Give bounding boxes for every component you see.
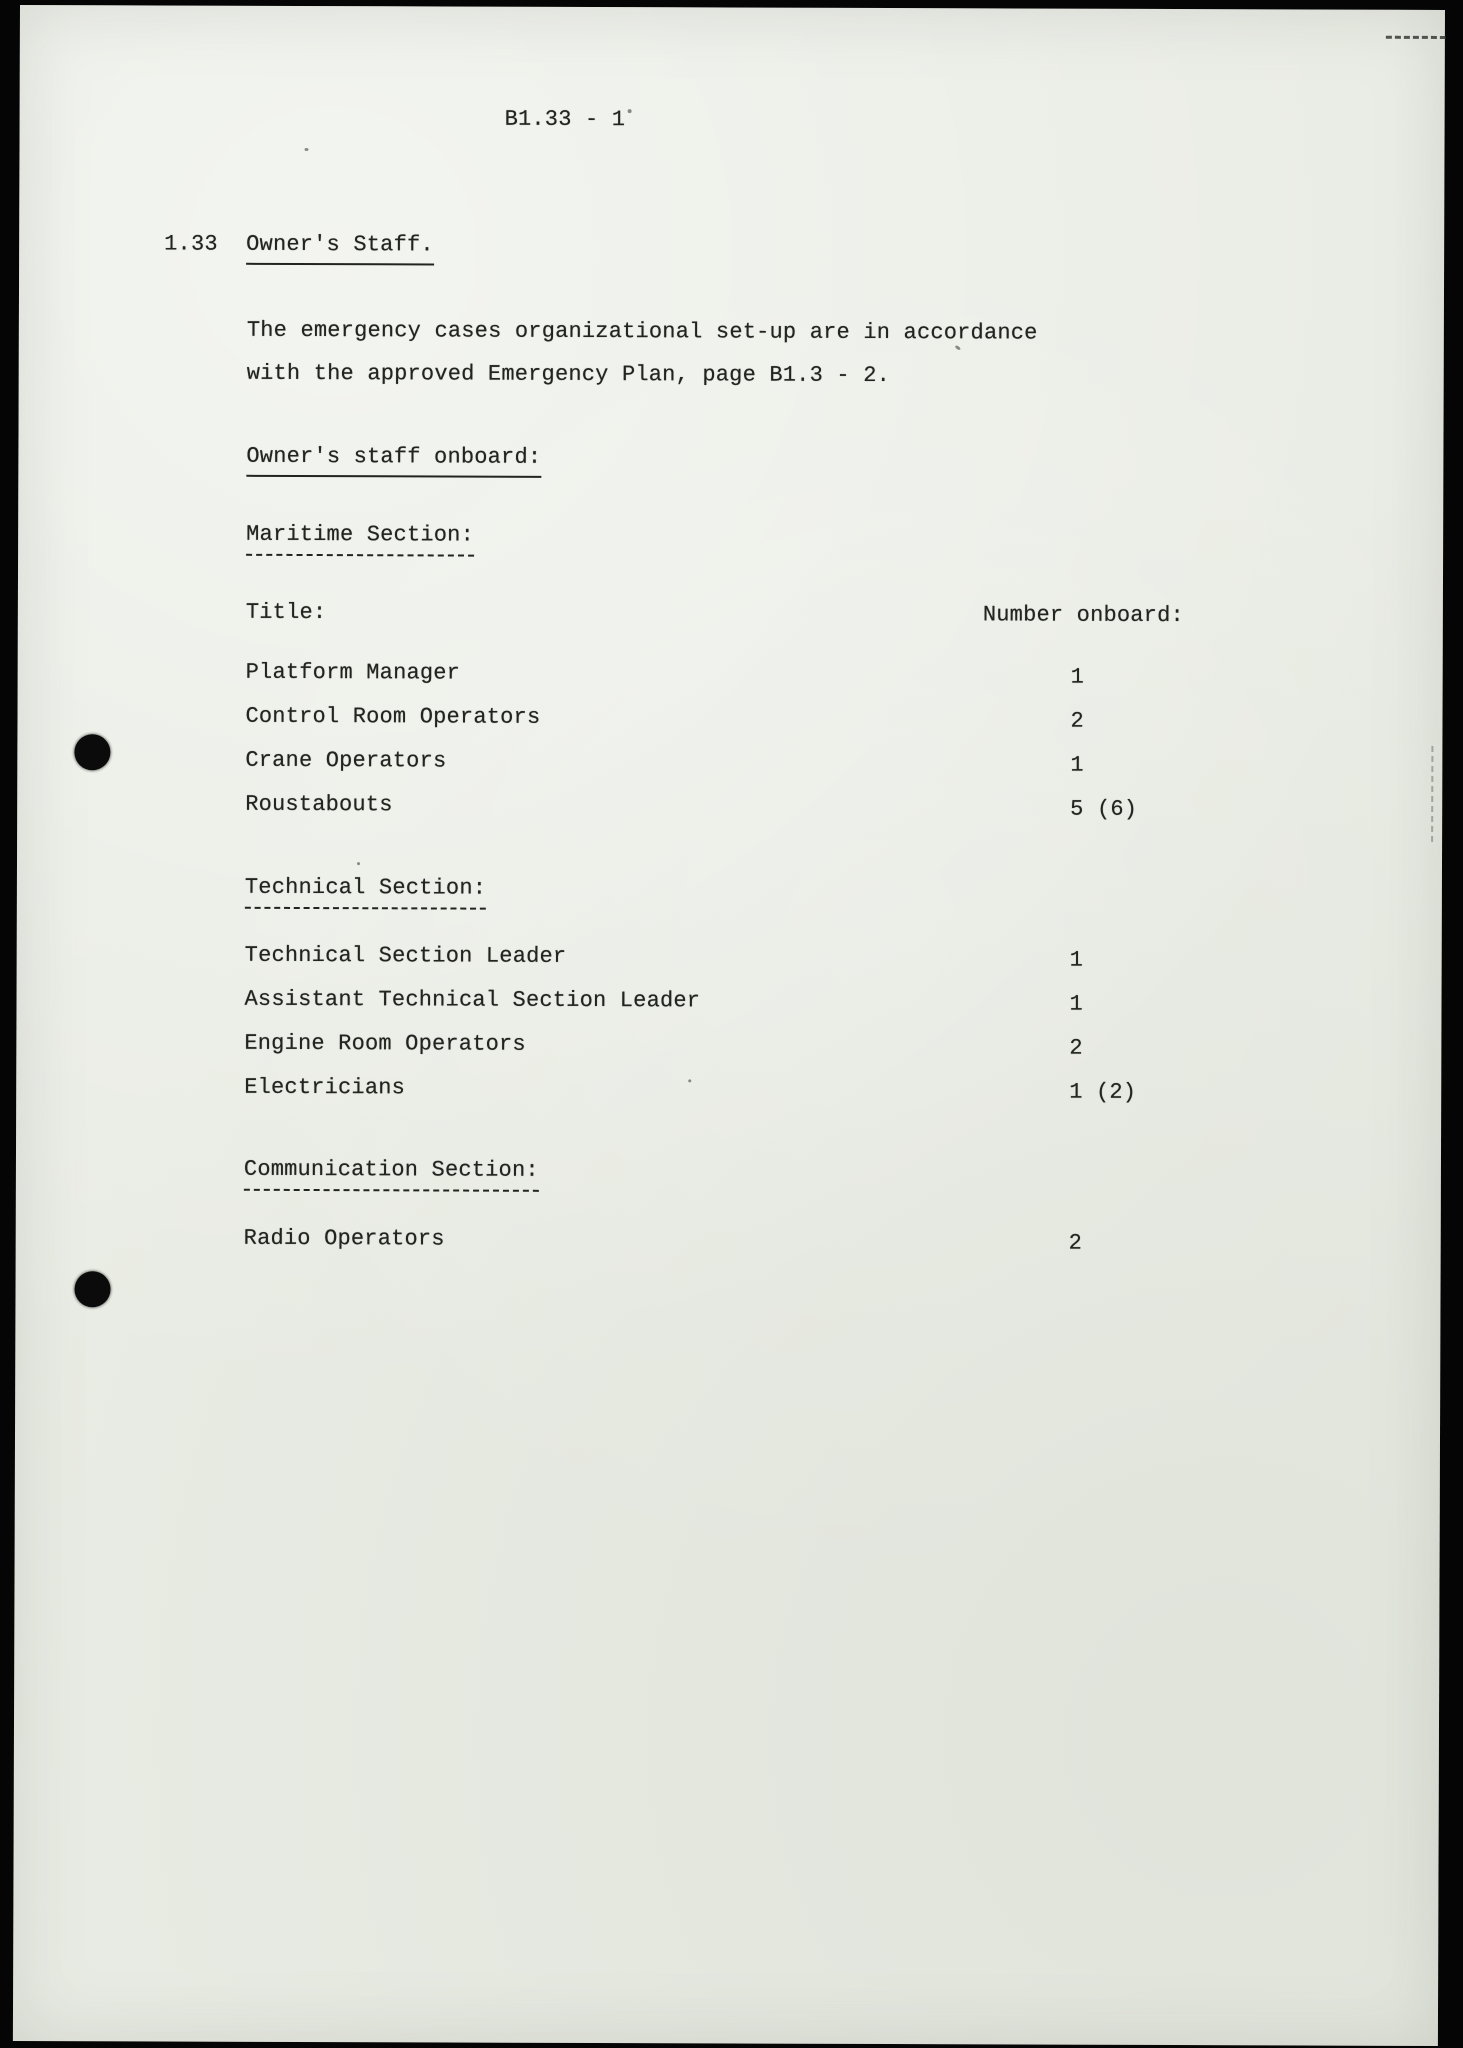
hole-punch-top	[74, 734, 110, 770]
staff-number: 1	[1069, 991, 1083, 1017]
margin-scratch-mark	[1431, 746, 1433, 842]
adjacent-page-edge-mark	[1386, 36, 1446, 39]
staff-number: 1	[1070, 664, 1085, 690]
subheading-owners-staff-onboard: Owner's staff onboard:	[246, 442, 541, 478]
section-heading-technical: Technical Section:	[245, 873, 486, 910]
paper-speck	[628, 109, 632, 113]
staff-title: Platform Manager	[245, 659, 461, 686]
staff-number: 5 (6)	[1070, 796, 1138, 822]
column-header-number-onboard: Number onboard:	[982, 602, 1184, 629]
staff-title: Technical Section Leader	[244, 942, 567, 969]
staff-number: 1	[1070, 752, 1084, 778]
paragraph-line-1: The emergency cases organizational set-up are in accordance	[246, 317, 1038, 346]
staff-title: Engine Room Operators	[244, 1030, 526, 1057]
paragraph-line-2: with the approved Emergency Plan, page B1.3 - 2.	[246, 360, 891, 389]
staff-title: Control Room Operators	[245, 703, 541, 730]
section-heading-maritime: Maritime Section:	[246, 520, 474, 557]
page-header: B1.33 - 1	[504, 106, 626, 133]
staff-number: 2	[1070, 708, 1084, 734]
staff-title: Assistant Technical Section Leader	[244, 986, 701, 1014]
staff-title: Crane Operators	[245, 747, 447, 774]
staff-number: 2	[1068, 1230, 1083, 1256]
hole-punch-bottom	[74, 1271, 110, 1307]
staff-number: 1	[1069, 947, 1084, 973]
section-heading-communication: Communication Section:	[244, 1155, 539, 1192]
document-page	[13, 5, 1445, 2046]
paper-speck	[688, 1079, 691, 1082]
staff-number: 2	[1069, 1035, 1083, 1061]
staff-number: 1 (2)	[1069, 1079, 1137, 1105]
section-title: Owner's Staff.	[246, 230, 434, 266]
section-number: 1.33	[164, 231, 218, 257]
staff-title: Roustabouts	[245, 791, 393, 818]
paper-speck	[357, 862, 360, 865]
staff-title: Electricians	[244, 1074, 406, 1101]
staff-title: Radio Operators	[243, 1225, 445, 1252]
column-header-title: Title:	[245, 599, 327, 626]
paper-speck	[304, 148, 308, 151]
